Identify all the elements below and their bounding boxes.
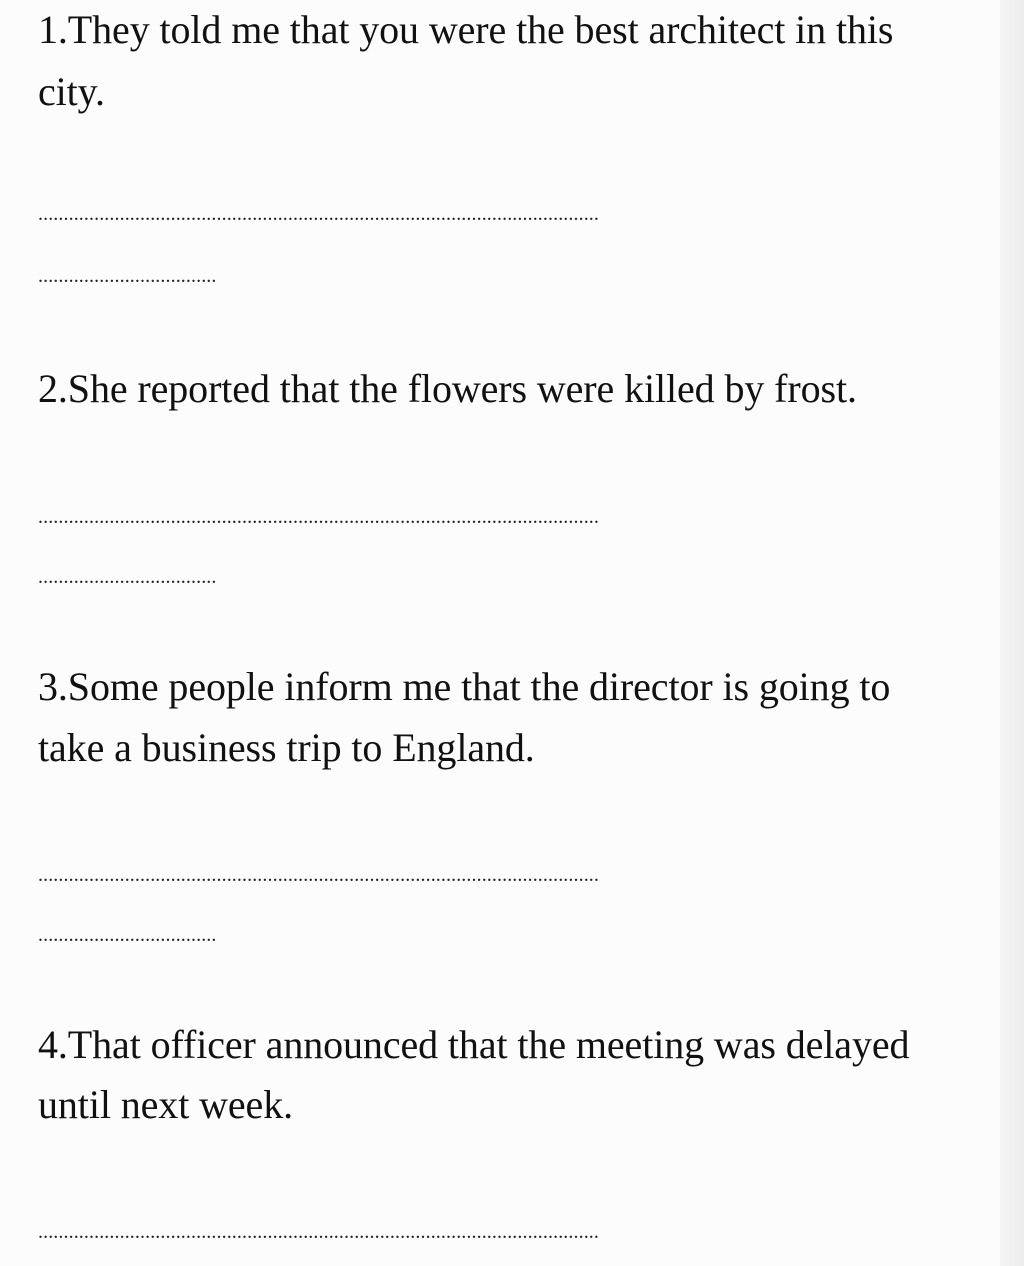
answer-line-2a: .............................................................................................................. <box>38 506 599 528</box>
question-1-line-2: city. <box>38 69 105 114</box>
page-edge <box>1000 0 1024 1266</box>
answer-line-3a: .............................................................................................................. <box>38 864 599 886</box>
answer-line-2b: ................................... <box>38 566 217 588</box>
answer-line-3b: ................................... <box>38 924 217 946</box>
question-3-line-2: take a business trip to England. <box>38 725 535 770</box>
question-4-line-1: 4.That officer announced that the meeting was delayed <box>38 1022 910 1067</box>
answer-line-4a: .............................................................................................................. <box>38 1221 599 1243</box>
answer-line-1b: ................................... <box>38 265 217 287</box>
question-3-line-1: 3.Some people inform me that the director is going to <box>38 664 891 709</box>
question-2-line-1: 2.She reported that the flowers were killed by frost. <box>38 366 857 411</box>
question-1-line-1: 1.They told me that you were the best architect in this <box>38 7 894 52</box>
question-4-line-2: until next week. <box>38 1082 294 1127</box>
answer-line-1a: .............................................................................................................. <box>38 203 599 225</box>
